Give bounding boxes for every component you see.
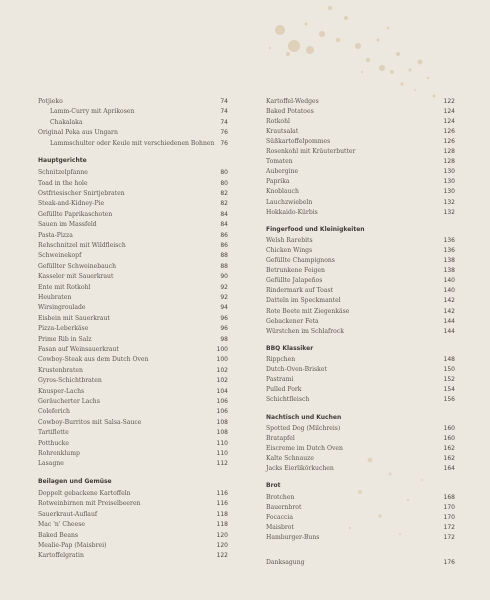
toc-entry[interactable] (38, 387, 228, 397)
toc-entry-title: Baked Potatoes (266, 108, 314, 116)
toc-entry[interactable] (266, 355, 455, 365)
toc-entry-title: Cowboy-Steak aus dem Dutch Oven (38, 356, 149, 364)
toc-entry-page-number: 144 (443, 327, 455, 335)
toc-entry-page-number: 88 (220, 262, 228, 270)
toc-entry-page-number: 100 (216, 346, 228, 354)
toc-entry-page-number: 86 (220, 231, 228, 239)
toc-entry-page-number: 74 (220, 98, 228, 105)
toc-entry[interactable] (266, 286, 455, 296)
toc-entry-title: Gyros-Schichtbraten (38, 377, 102, 385)
toc-entry-page-number: 94 (220, 304, 228, 312)
section-heading: Nachtisch und Kuchen (266, 413, 342, 421)
toc-entry-page-number: 128 (443, 158, 455, 166)
toc-entry-page-number: 88 (220, 252, 228, 260)
toc-entry-page-number: 74 (220, 118, 228, 126)
toc-entry-title: Paprika (266, 178, 290, 186)
toc-entry-title: Hokkaido-Kürbis (266, 208, 318, 216)
toc-entry[interactable] (38, 139, 228, 149)
toc-entry-page-number: 80 (220, 179, 228, 187)
toc-entry-title: Knusper-Lachs (38, 387, 85, 395)
toc-entry-title: Rotkohl (266, 118, 290, 126)
toc-entry[interactable] (266, 503, 455, 513)
toc-entry[interactable] (38, 376, 228, 386)
toc-entry[interactable] (38, 428, 228, 438)
toc-entry-title: Toad in the hole (38, 179, 88, 187)
toc-entry[interactable] (266, 513, 455, 523)
toc-entry-title: Schichtfleisch (266, 396, 310, 404)
toc-entry-page-number: 96 (220, 325, 228, 333)
toc-entry[interactable] (266, 198, 455, 208)
toc-entry-title: Sauerkraut-Auflauf (38, 510, 98, 518)
toc-entry[interactable] (38, 272, 228, 282)
toc-entry-title: Bauernbrot (266, 504, 302, 512)
toc-entry[interactable] (266, 246, 455, 256)
toc-entry-title: Kartoffelgratin (38, 552, 84, 560)
toc-entry[interactable] (266, 236, 455, 246)
toc-entry-title: Welsh Rarebits (266, 237, 313, 245)
toc-entry-title: Bratapfel (266, 435, 295, 443)
toc-entry[interactable] (266, 167, 455, 177)
toc-entry[interactable] (38, 199, 228, 209)
toc-entry-page-number: 130 (443, 178, 455, 186)
toc-entry-page-number: 108 (216, 418, 228, 426)
toc-entry-page-number: 140 (443, 287, 455, 295)
toc-entry-page-number: 162 (443, 455, 455, 463)
toc-entry-page-number: 84 (220, 210, 228, 218)
toc-entry[interactable] (266, 187, 455, 197)
toc-entry-title: Prime Rib in Salz (38, 335, 92, 343)
toc-entry-title: Fasan auf Weinsauerkraut (38, 346, 119, 354)
section-heading: Hauptgerichte (38, 157, 87, 165)
toc-entry-page-number: 90 (220, 273, 228, 281)
toc-entry-page-number: 128 (443, 148, 455, 156)
toc-entry-title: Heubraten (38, 294, 72, 302)
toc-entry-title: Lauchzwiebeln (266, 198, 313, 206)
toc-entry-title: Lammschulter oder Keule mit verschiedenen Bohnen (50, 139, 215, 147)
toc-entry-title: Hamburger-Buns (266, 534, 320, 542)
toc-entry[interactable] (266, 375, 455, 385)
toc-entry-page-number: 142 (443, 307, 455, 315)
toc-entry-title: Spotted Dog (Milchreis) (266, 425, 341, 433)
toc-entry-page-number: 84 (220, 221, 228, 229)
toc-entry-title: Original Peka aus Ungarn (38, 129, 118, 137)
toc-entry-title: Ente mit Rotkohl (38, 283, 91, 291)
toc-entry-page-number: 124 (443, 108, 455, 116)
toc-entry-page-number: 130 (443, 188, 455, 196)
toc-entry[interactable] (38, 541, 228, 551)
toc-entry-title: Kalte Schnauze (266, 455, 314, 463)
toc-entry-page-number: 172 (443, 524, 455, 532)
toc-entry[interactable] (38, 551, 228, 561)
toc-entry[interactable] (266, 137, 455, 147)
toc-entry[interactable] (266, 533, 455, 543)
toc-entry[interactable] (266, 464, 455, 474)
toc-entry-title: Steak-and-Kidney-Pie (38, 200, 105, 208)
toc-entry-title: Focaccia (266, 514, 294, 522)
toc-entry[interactable] (38, 324, 228, 334)
toc-entry[interactable] (266, 493, 455, 503)
toc-entry[interactable] (38, 510, 228, 520)
toc-entry-title: Danksagung (266, 559, 305, 567)
toc-entry-page-number: 106 (216, 398, 228, 406)
toc-entry-page-number: 82 (220, 190, 228, 198)
toc-entry[interactable] (38, 355, 228, 365)
toc-entry-title: Rehschnitzel mit Wildfleisch (38, 242, 126, 250)
toc-entry[interactable] (266, 327, 455, 337)
toc-entry-title: Süßkartoffelpommes (266, 138, 331, 146)
toc-entry[interactable] (38, 520, 228, 530)
toc-entry-title: Krautsalat (266, 128, 299, 136)
toc-entry[interactable] (38, 241, 228, 251)
toc-entry-title: Schweinekopf (38, 252, 82, 260)
toc-entry[interactable] (38, 107, 228, 117)
toc-entry-page-number: 130 (443, 168, 455, 176)
toc-entry-page-number: 122 (216, 552, 228, 560)
toc-entry-title: Pasta-Pizza (38, 231, 73, 239)
toc-entry-title: Krustenbraten (38, 366, 83, 374)
toc-entry-page-number: 136 (443, 247, 455, 255)
toc-entry[interactable] (266, 444, 455, 454)
toc-entry-title: Gefüllte Jalapeños (266, 277, 323, 285)
toc-entry-page-number: 104 (216, 387, 228, 395)
toc-entry[interactable] (266, 365, 455, 375)
toc-entry[interactable] (38, 449, 228, 459)
toc-entry-title: Baked Beans (38, 531, 79, 539)
toc-entry[interactable] (38, 366, 228, 376)
toc-entry-title: Betrunkene Feigen (266, 267, 325, 275)
toc-entry-title: Lasagne (38, 460, 64, 468)
toc-entry-page-number: 120 (216, 531, 228, 539)
toc-entry[interactable] (266, 395, 455, 405)
toc-entry-title: Kasseler mit Sauerkraut (38, 273, 114, 281)
toc-entry-title: Tartiflette (38, 429, 69, 437)
toc-entry-title: Eisbein mit Sauerkraut (38, 314, 110, 322)
section-heading: Fingerfood und Kleinigkeiten (266, 225, 365, 233)
toc-entry-page-number: 132 (443, 208, 455, 216)
toc-entry[interactable] (38, 128, 228, 138)
toc-entry-title: Maisbrot (266, 524, 294, 532)
toc-entry-page-number: 116 (216, 490, 228, 498)
toc-entry-page-number: 80 (220, 169, 228, 177)
toc-entry-title: Pulled Pork (266, 386, 302, 394)
toc-entry-page-number: 74 (220, 108, 228, 116)
toc-entry-title: Kartoffel-Wedges (266, 98, 319, 105)
toc-entry[interactable] (38, 345, 228, 355)
toc-entry-title: Gefüllte Paprikaschoten (38, 210, 113, 218)
toc-entry[interactable] (266, 107, 455, 117)
toc-entry[interactable] (266, 523, 455, 533)
toc-entry-title: Gebackener Feta (266, 317, 319, 325)
toc-entry-title: Rohrenklump (38, 450, 80, 458)
toc-entry-page-number: 126 (443, 138, 455, 146)
toc-entry[interactable] (38, 439, 228, 449)
toc-entry-title: Potthucke (38, 439, 69, 447)
toc-entry-title: Rote Beete mit Ziegenkäse (266, 307, 350, 315)
toc-entry[interactable] (266, 434, 455, 444)
toc-entry-page-number: 132 (443, 198, 455, 206)
toc-entry-title: Mac 'n' Cheese (38, 521, 85, 529)
toc-entry-page-number: 112 (216, 460, 228, 468)
toc-entry[interactable] (38, 531, 228, 541)
toc-entry-page-number: 126 (443, 128, 455, 136)
toc-entry[interactable] (266, 317, 455, 327)
toc-entry-title: Sauen im Massfeld (38, 221, 97, 229)
toc-entry-page-number: 150 (443, 366, 455, 374)
toc-entry-page-number: 168 (443, 493, 455, 501)
toc-entry-page-number: 156 (443, 396, 455, 404)
toc-entry-page-number: 86 (220, 242, 228, 250)
toc-entry-page-number: 108 (216, 429, 228, 437)
toc-entry-page-number: 164 (443, 465, 455, 473)
toc-entry-page-number: 122 (443, 98, 455, 105)
toc-entry[interactable] (38, 179, 228, 189)
toc-entry[interactable] (266, 117, 455, 127)
toc-entry-page-number: 98 (220, 335, 228, 343)
toc-entry-page-number: 160 (443, 435, 455, 443)
toc-entry-page-number: 120 (216, 542, 228, 550)
toc-entry[interactable] (38, 499, 228, 509)
toc-entry-page-number: 170 (443, 504, 455, 512)
toc-entry-page-number: 76 (220, 139, 228, 147)
toc-entry-title: Coleferich (38, 408, 70, 416)
toc-entry-title: Potjieko (38, 98, 63, 105)
toc-entry-title: Jacks Eierlikörkuchen (266, 465, 334, 473)
toc-entry-page-number: 76 (220, 129, 228, 137)
toc-entry[interactable] (266, 424, 455, 434)
toc-entry-page-number: 162 (443, 445, 455, 453)
toc-entry[interactable] (38, 97, 228, 107)
toc-entry-page-number: 176 (443, 559, 455, 567)
toc-entry[interactable] (266, 177, 455, 187)
toc-entry-title: Lamm-Curry mit Aprikosen (50, 108, 135, 116)
toc-entry[interactable] (38, 303, 228, 313)
toc-entry-title: Gefüllte Champignons (266, 257, 335, 265)
toc-entry-page-number: 110 (216, 439, 228, 447)
toc-entry-page-number: 154 (443, 386, 455, 394)
toc-entry[interactable] (266, 256, 455, 266)
toc-entry-page-number: 152 (443, 376, 455, 384)
section-heading: BBQ Klassiker (266, 344, 314, 352)
toc-entry-title: Schnitzelpfanne (38, 169, 88, 177)
toc-entry-page-number: 110 (216, 450, 228, 458)
toc-entry[interactable] (38, 168, 228, 178)
toc-entry-title: Dutch-Oven-Brisket (266, 366, 327, 374)
toc-entry[interactable] (266, 208, 455, 218)
toc-entry[interactable] (266, 266, 455, 276)
toc-entry-page-number: 82 (220, 200, 228, 208)
toc-entry[interactable] (38, 293, 228, 303)
toc-entry[interactable] (38, 251, 228, 261)
toc-entry[interactable] (38, 189, 228, 199)
toc-entry-title: Chicken Wings (266, 247, 313, 255)
toc-entry-page-number: 138 (443, 257, 455, 265)
toc-entry-title: Mealie-Pap (Maisbrei) (38, 542, 107, 550)
toc-entry-page-number: 102 (216, 366, 228, 374)
toc-entry-page-number: 170 (443, 514, 455, 522)
toc-entry-page-number: 148 (443, 356, 455, 364)
toc-entry-title: Knoblauch (266, 188, 299, 196)
toc-entry-title: Pizza-Leberkäse (38, 325, 89, 333)
toc-entry-page-number: 142 (443, 297, 455, 305)
toc-entry-page-number: 136 (443, 237, 455, 245)
toc-entry[interactable] (266, 97, 455, 107)
toc-entry[interactable] (266, 127, 455, 137)
toc-entry-page-number: 96 (220, 314, 228, 322)
toc-entry-page-number: 116 (216, 500, 228, 508)
toc-entry-title: Aubergine (266, 168, 299, 176)
toc-entry-title: Cowboy-Burritos mit Salsa-Sauce (38, 418, 142, 426)
toc-entry-page-number: 118 (216, 510, 228, 518)
toc-entry-page-number: 92 (220, 294, 228, 302)
toc-entry[interactable] (266, 147, 455, 157)
section-heading: Brot (266, 482, 281, 490)
toc-entry[interactable] (38, 407, 228, 417)
toc-entry-title: Rippchen (266, 356, 296, 364)
toc-entry-page-number: 138 (443, 267, 455, 275)
toc-entry[interactable] (266, 454, 455, 464)
toc-entry-page-number: 160 (443, 425, 455, 433)
toc-entry-title: Ostfriesischer Snirtjebraten (38, 190, 125, 198)
toc-entry[interactable] (266, 307, 455, 317)
toc-entry[interactable] (38, 118, 228, 128)
toc-entry[interactable] (266, 157, 455, 167)
toc-entry-title: Wirsingroulade (38, 304, 86, 312)
toc-entry-title: Gefüllter Schweinebauch (38, 262, 117, 270)
toc-entry[interactable] (38, 210, 228, 220)
toc-entry-title: Pastrami (266, 376, 294, 384)
toc-entry-title: Rotweinbirnen mit Preiselbeeren (38, 500, 141, 508)
toc-entry[interactable] (38, 283, 228, 293)
toc-entry[interactable] (38, 314, 228, 324)
toc-entry-title: Eiscreme im Dutch Oven (266, 445, 343, 453)
toc-entry-title: Rindermark auf Toast (266, 287, 334, 295)
toc-entry[interactable] (38, 231, 228, 241)
section-heading: Beilagen und Gemüse (38, 478, 112, 486)
toc-entry[interactable] (38, 335, 228, 345)
toc-entry-title: Doppelt gebackene Kartoffeln (38, 490, 131, 498)
toc-entry-title: Datteln im Speckmantel (266, 297, 341, 305)
toc-entry-page-number: 124 (443, 118, 455, 126)
toc-entry-page-number: 102 (216, 377, 228, 385)
toc-entry[interactable] (38, 418, 228, 428)
toc-entry[interactable] (266, 558, 455, 568)
toc-entry[interactable] (38, 262, 228, 272)
toc-entry-page-number: 140 (443, 277, 455, 285)
toc-entry-page-number: 106 (216, 408, 228, 416)
toc-entry-title: Brotchen (266, 493, 295, 501)
toc-entry-title: Chakalaka (50, 118, 83, 126)
toc-entry-page-number: 100 (216, 356, 228, 364)
toc-entry[interactable] (38, 489, 228, 499)
toc-entry-title: Tomaten (266, 158, 293, 166)
toc-entry[interactable] (38, 220, 228, 230)
toc-entry[interactable] (38, 397, 228, 407)
toc-entry[interactable] (266, 385, 455, 395)
toc-entry-title: Geräucherter Lachs (38, 398, 100, 406)
toc-entry-page-number: 92 (220, 283, 228, 291)
toc-entry-page-number: 172 (443, 534, 455, 542)
toc-entry[interactable] (38, 459, 228, 469)
toc-entry[interactable] (266, 296, 455, 306)
toc-entry-title: Rosenkohl mit Kräuterbutter (266, 148, 356, 156)
toc-entry-page-number: 144 (443, 317, 455, 325)
toc-entry-page-number: 118 (216, 521, 228, 529)
toc-entry[interactable] (266, 276, 455, 286)
toc-entry-title: Würstchen im Schlafrock (266, 327, 344, 335)
